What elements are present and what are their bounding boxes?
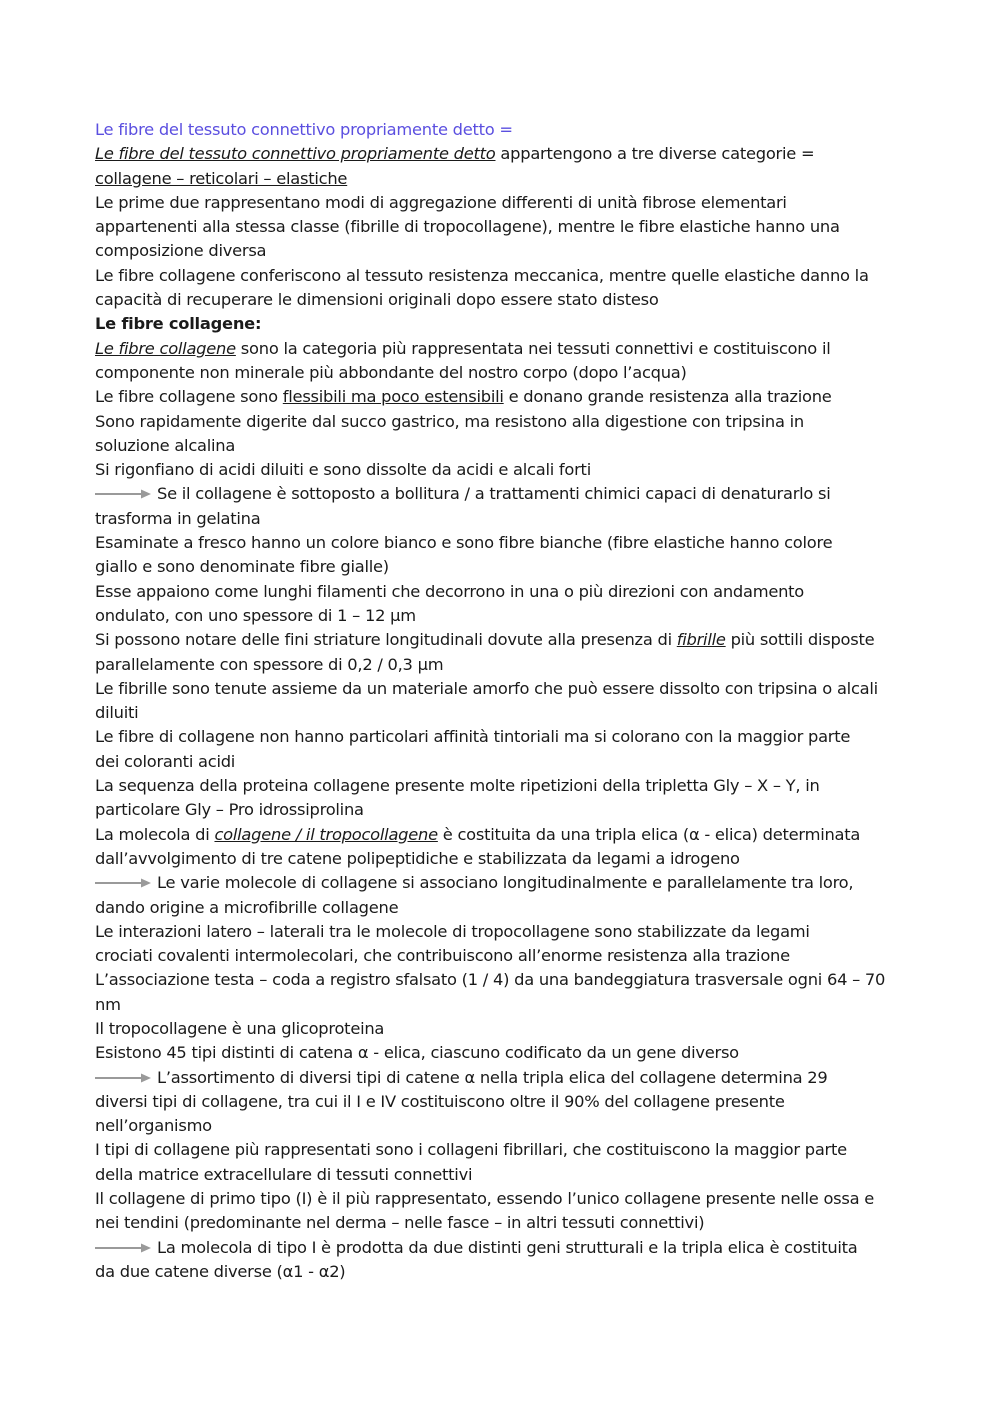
- paragraph-line: [95, 823, 915, 847]
- line-text: La molecola di: [95, 824, 215, 844]
- paragraph-line: nei tendini (predominante nel derma – nelle fasce – in altri tessuti connettivi): [95, 1213, 705, 1233]
- paragraph-line: da due catene diverse (α1 - α2): [95, 1261, 346, 1281]
- paragraph-line: Le fibre collagene conferiscono al tessuto resistenza meccanica, mentre quelle elastiche danno la: [95, 265, 869, 285]
- paragraph-line: L’associazione testa – coda a registro sfalsato (1 / 4) da una bandeggiatura trasversale ogni 64 – 70: [95, 970, 886, 990]
- paragraph-line: diluiti: [95, 703, 139, 723]
- paragraph-line: [95, 628, 915, 652]
- paragraph-line: I tipi di collagene più rappresentati sono i collageni fibrillari, che costituiscono la maggior parte: [95, 1140, 847, 1160]
- paragraph-line: Le interazioni latero – laterali tra le molecole di tropocollagene sono stabilizzate da legami: [95, 921, 810, 941]
- line-text: appartengono a tre diverse categorie =: [495, 144, 815, 164]
- paragraph-line: Le fibrille sono tenute assieme da un materiale amorfo che può essere dissolto con tripsina o alcali: [95, 678, 878, 698]
- section-title: Le fibre del tessuto connettivo propriamente detto =: [95, 120, 513, 139]
- line-text: L’assortimento di diversi tipi di catene α nella tripla elica del collagene determina 29: [157, 1067, 828, 1087]
- term-emphasis: collagene / il tropocollagene: [214, 824, 438, 844]
- line-text: Si possono notare delle fini striature longitudinali dovute alla presenza di: [95, 630, 677, 650]
- line-text: è costituita da una tripla elica (α - elica) determinata: [437, 824, 861, 844]
- paragraph-line: dall’avvolgimento di tre catene polipeptidiche e stabilizzata da legami a idrogeno: [95, 848, 740, 868]
- line-text: Se il collagene è sottoposto a bollitura / a trattamenti chimici capaci di denaturarlo si: [157, 484, 831, 504]
- paragraph-line: soluzione alcalina: [95, 435, 236, 455]
- paragraph-line: crociati covalenti intermolecolari, che contribuiscono all’enorme resistenza alla trazione: [95, 946, 790, 966]
- term-emphasis: fibrille: [676, 630, 726, 650]
- underlined-phrase: flessibili ma poco estensibili: [282, 387, 504, 407]
- paragraph-line: dando origine a microfibrille collagene: [95, 897, 399, 917]
- paragraph-line: Esaminate a fresco hanno un colore bianco e sono fibre bianche (fibre elastiche hanno colore: [95, 533, 833, 553]
- paragraph-line: [95, 385, 915, 409]
- paragraph-line: Sono rapidamente digerite dal succo gastrico, ma resistono alla digestione con tripsina in: [95, 411, 804, 431]
- paragraph-line: nell’organismo: [95, 1116, 212, 1136]
- term-emphasis: Le fibre collagene: [95, 338, 236, 358]
- paragraph-line: particolare Gly – Pro idrossiprolina: [95, 800, 364, 820]
- paragraph-line: Le prime due rappresentano modi di aggregazione differenti di unità fibrose elementari: [95, 192, 787, 212]
- paragraph-line: trasforma in gelatina: [95, 508, 261, 528]
- paragraph-line: ondulato, con uno spessore di 1 – 12 μm: [95, 605, 416, 625]
- right-arrow-icon: [95, 1242, 151, 1254]
- paragraph-line: capacità di recuperare le dimensioni originali dopo essere stato disteso: [95, 290, 659, 310]
- paragraph-line: Esistono 45 tipi distinti di catena α - elica, ciascuno codificato da un gene diverso: [95, 1043, 739, 1063]
- paragraph-line: parallelamente con spessore di 0,2 / 0,3 μm: [95, 654, 444, 674]
- line-text: e donano grande resistenza alla trazione: [503, 387, 832, 407]
- paragraph-line: Il tropocollagene è una glicoproteina: [95, 1018, 385, 1038]
- paragraph-line: Il collagene di primo tipo (I) è il più rappresentato, essendo l’unico collagene presente nelle ossa e: [95, 1189, 875, 1209]
- right-arrow-icon: [95, 877, 151, 889]
- line-text: sono la categoria più rappresentata nei tessuti connettivi e costituiscono il: [235, 338, 831, 358]
- paragraph-line: dei coloranti acidi: [95, 751, 236, 771]
- paragraph-line: nm: [95, 994, 121, 1014]
- paragraph-line: componente non minerale più abbondante del nostro corpo (dopo l’acqua): [95, 362, 687, 382]
- paragraph-line: [95, 142, 915, 166]
- arrow-line: [95, 1066, 915, 1090]
- paragraph-line: giallo e sono denominate fibre gialle): [95, 557, 389, 577]
- arrow-line: [95, 482, 915, 506]
- line-text: più sottili disposte: [725, 630, 875, 650]
- paragraph-line: Esse appaiono come lunghi filamenti che decorrono in una o più direzioni con andamento: [95, 581, 805, 601]
- arrow-line: [95, 1236, 915, 1260]
- paragraph-line: della matrice extracellulare di tessuti connettivi: [95, 1164, 473, 1184]
- line-text: Le fibre collagene sono: [95, 387, 283, 407]
- paragraph-line: Si rigonfiano di acidi diluiti e sono dissolte da acidi e alcali forti: [95, 460, 591, 480]
- paragraph-line: [95, 337, 915, 361]
- line-text: La molecola di tipo I è prodotta da due distinti geni strutturali e la tripla elica è costituita: [157, 1237, 858, 1257]
- document-page: [95, 118, 915, 1284]
- categories-line: collagene – reticolari – elastiche: [95, 168, 348, 188]
- arrow-line: [95, 871, 915, 895]
- paragraph-line: Le fibre di collagene non hanno particolari affinità tintoriali ma si colorano con la maggior parte: [95, 727, 851, 747]
- paragraph-line: La sequenza della proteina collagene presente molte ripetizioni della tripletta Gly – X – Y, in: [95, 776, 820, 796]
- right-arrow-icon: [95, 488, 151, 500]
- paragraph-line: appartenenti alla stessa classe (fibrille di tropocollagene), mentre le fibre elastiche hanno una: [95, 217, 840, 237]
- paragraph-line: composizione diversa: [95, 241, 267, 261]
- section-heading: Le fibre collagene:: [95, 314, 262, 334]
- term-emphasis: Le fibre del tessuto connettivo propriamente detto: [95, 144, 496, 164]
- right-arrow-icon: [95, 1072, 151, 1084]
- paragraph-line: diversi tipi di collagene, tra cui il I e IV costituiscono oltre il 90% del collagene presente: [95, 1091, 785, 1111]
- line-text: Le varie molecole di collagene si associano longitudinalmente e parallelamente tra loro,: [157, 873, 854, 893]
